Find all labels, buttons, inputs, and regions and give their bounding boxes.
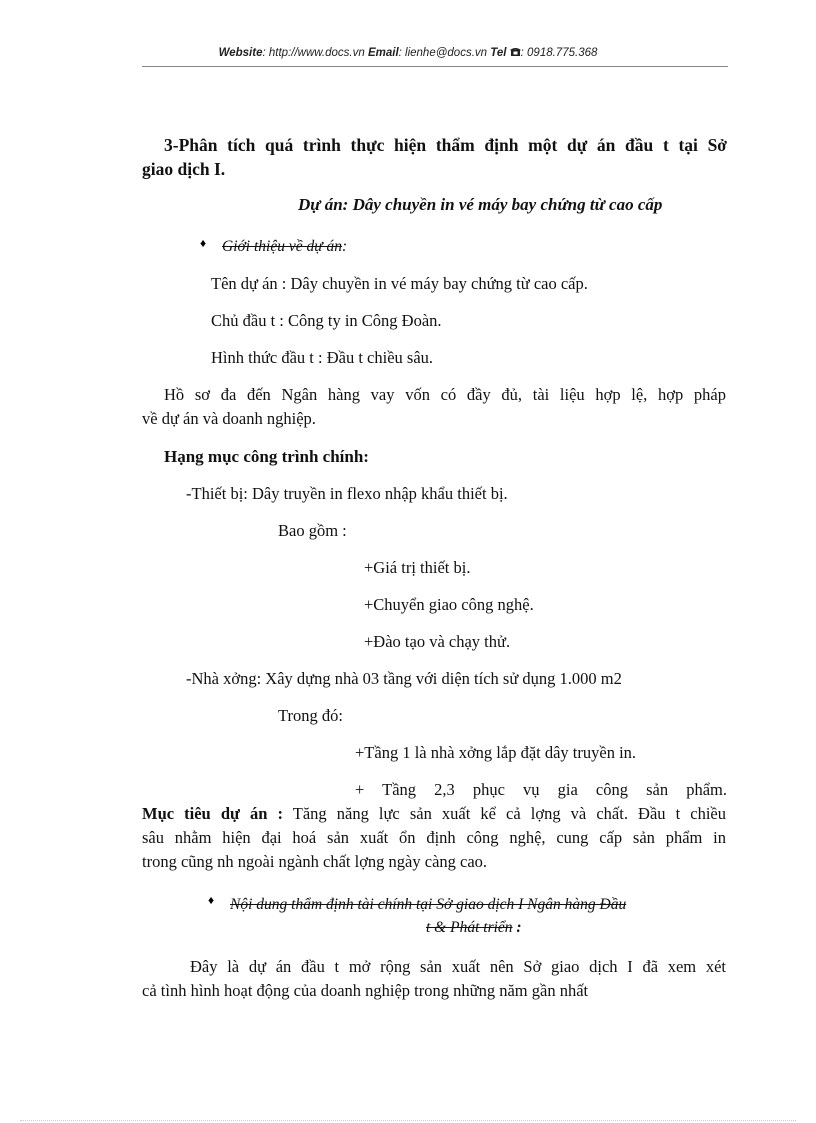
diamond-bullet-icon: ♦ [208, 893, 215, 907]
header-divider [142, 66, 728, 67]
appraisal-para-line1: Đây là dự án đầu t mở rộng sản xuất nên Sở giao dịch I đã xem xét [190, 957, 726, 976]
dossier-line1: Hồ sơ đa đến Ngân hàng vay vốn có đầy đủ, tài liệu hợp lệ, hợp pháp [164, 385, 726, 404]
equipment-item-2: +Chuyển giao công nghệ. [364, 595, 534, 614]
works-title: Hạng mục công trình chính: [164, 447, 369, 466]
appraisal-title-line1: Nội dung thẩm định tài chính tại Sở giao dịch I Ngân hàng Đầu [230, 896, 627, 913]
dossier-line2: về dự án và doanh nghiệp. [142, 409, 316, 428]
objective-label: Mục tiêu dự án : [142, 804, 283, 823]
intro-title-colon: : [342, 238, 348, 255]
section-heading-line1: 3-Phân tích quá trình thực hiện thẩm định một dự án đầu t tại Sở [164, 135, 727, 155]
tel-label: Tel [490, 47, 507, 59]
footer-divider [20, 1120, 796, 1121]
objective-line3: trong cũng nh ngoài ngành chất lợng ngày càng cao. [142, 852, 488, 871]
intro-title [222, 237, 347, 257]
diamond-bullet-icon: ♦ [200, 236, 207, 250]
appraisal-title-colon: : [516, 919, 522, 936]
tel-value: : 0918.775.368 [520, 47, 598, 59]
email-value: : lienhe@docs.vn [398, 47, 488, 59]
workshop-line: -Nhà xởng: Xây dựng nhà 03 tầng với diện tích sử dụng 1.000 m2 [186, 669, 622, 688]
email-label: Email [367, 47, 399, 59]
website-label: Website [218, 47, 263, 59]
among-line: Trong đó: [278, 706, 343, 725]
intro-title-text: Giới thiệu về dự án [222, 238, 343, 255]
equipment-line: -Thiết bị: Dây truyền in flexo nhập khẩu thiết bị. [186, 484, 508, 503]
appraisal-title-line2-text: t & Phát triển [426, 919, 513, 936]
project-owner-line: Chủ đầu t : Công ty in Công Đoàn. [211, 311, 442, 330]
investment-form-line: Hình thức đầu t : Đầu t chiều sâu. [211, 348, 434, 367]
objective-line1 [142, 804, 726, 824]
appraisal-title-line2 [426, 918, 522, 938]
equipment-item-1: +Giá trị thiết bị. [364, 558, 471, 577]
appraisal-para-line2: cả tình hình hoạt động của doanh nghiệp trong những năm gần nhất [142, 981, 589, 1000]
floor1-line: +Tầng 1 là nhà xởng lắp đặt dây truyền in. [355, 743, 637, 762]
equipment-item-3: +Đào tạo và chạy thử. [364, 632, 511, 651]
section-heading-line2: giao dịch I. [142, 159, 226, 179]
website-value: : http://www.docs.vn [262, 47, 365, 59]
phone-icon [510, 47, 521, 59]
project-title: Dự án: Dây chuyền in vé máy bay chứng từ cao cấp [298, 195, 663, 214]
objective-line2: sâu nhằm hiện đại hoá sản xuất ổn định công nghệ, cung cấp sản phẩm in [142, 828, 726, 847]
floor23-line: + Tầng 2,3 phục vụ gia công sản phẩm. [355, 780, 727, 799]
page-header [0, 47, 816, 59]
project-name-line: Tên dự án : Dây chuyền in vé máy bay chứng từ cao cấp. [211, 274, 588, 293]
includes-line: Bao gồm : [278, 521, 347, 540]
objective-line1-text: Tăng năng lực sản xuất kể cả lợng và chất. Đầu t chiều [282, 804, 726, 823]
